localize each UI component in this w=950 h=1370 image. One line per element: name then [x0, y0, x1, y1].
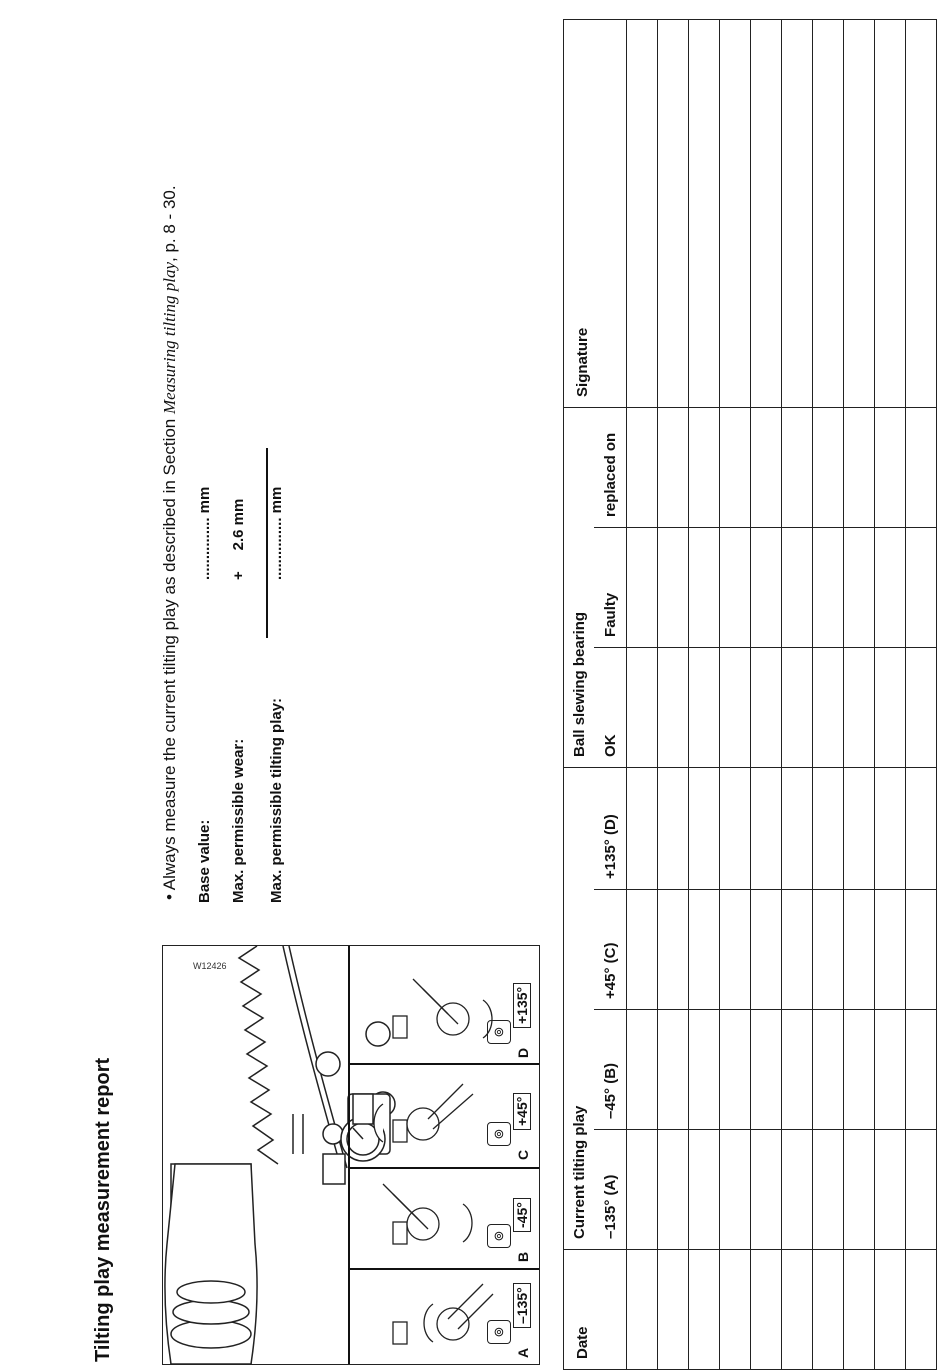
entry-cell[interactable] [813, 527, 844, 647]
entry-cell[interactable] [782, 647, 813, 767]
entry-cell[interactable] [906, 407, 937, 527]
position-letter: C [515, 1149, 531, 1160]
entry-cell[interactable] [658, 527, 689, 647]
entry-cell[interactable] [813, 1010, 844, 1130]
signature-header: Signature [564, 19, 627, 407]
entry-cell[interactable] [782, 1010, 813, 1130]
col-ok: OK [594, 647, 627, 767]
entry-cell[interactable] [658, 647, 689, 767]
entry-cell[interactable] [720, 1010, 751, 1130]
dial-gauge-icon: ⊚ [487, 1020, 511, 1044]
entry-cell[interactable] [813, 1250, 844, 1370]
col-faulty: Faulty [594, 527, 627, 647]
entry-cell[interactable] [844, 527, 875, 647]
col-replaced-on: replaced on [594, 407, 627, 527]
entry-cell[interactable] [720, 647, 751, 767]
entry-cell[interactable] [844, 1250, 875, 1370]
col-plus-135: +135° (D) [594, 767, 627, 889]
entry-cell[interactable] [875, 1010, 906, 1130]
entry-cell[interactable] [720, 767, 751, 889]
table-row [627, 19, 658, 1369]
spec-label-max-wear: Max. permissible wear: [230, 738, 247, 903]
tilting-play-illustration [162, 945, 540, 1365]
entry-cell[interactable] [627, 527, 658, 647]
position-B [485, 1176, 535, 1262]
entry-cell[interactable] [813, 19, 844, 407]
entry-cell[interactable] [844, 1010, 875, 1130]
instruction-section-link: Measuring tilting play [160, 261, 179, 415]
entry-cell[interactable] [906, 890, 937, 1010]
report-table [563, 19, 937, 1370]
entry-cell[interactable] [627, 647, 658, 767]
entry-cell[interactable] [720, 19, 751, 407]
entry-cell[interactable] [658, 767, 689, 889]
entry-cell[interactable] [720, 1130, 751, 1250]
entry-cell[interactable] [689, 767, 720, 889]
entry-cell[interactable] [658, 1130, 689, 1250]
entry-cell[interactable] [813, 767, 844, 889]
bullet: • [160, 894, 179, 900]
entry-cell[interactable] [906, 19, 937, 407]
entry-cell[interactable] [875, 527, 906, 647]
spec-label-max-play: Max. permissible tilting play: [268, 697, 285, 903]
spec-label-base: Base value: [196, 819, 213, 903]
entry-cell[interactable] [658, 407, 689, 527]
entry-cell[interactable] [813, 407, 844, 527]
entry-cell[interactable] [689, 890, 720, 1010]
entry-cell[interactable] [875, 19, 906, 407]
entry-cell[interactable] [689, 19, 720, 407]
entry-cell[interactable] [658, 1010, 689, 1130]
instruction-prefix: Always measure the current tilting play as described in Section [160, 414, 179, 891]
ball-slewing-bearing-header: Ball slewing bearing [564, 407, 595, 767]
position-letter: B [515, 1251, 531, 1262]
col-minus-45: –45° (B) [594, 1010, 627, 1130]
position-angle: -45° [513, 1198, 531, 1232]
position-A [485, 1272, 535, 1358]
dial-gauge-icon: ⊚ [487, 1122, 511, 1146]
entry-cell[interactable] [689, 647, 720, 767]
entry-cell[interactable] [689, 1130, 720, 1250]
entry-cell[interactable] [875, 407, 906, 527]
position-angle: +45° [513, 1093, 531, 1130]
position-angle: +135° [513, 983, 531, 1028]
position-angle: –135° [513, 1283, 531, 1328]
entry-cell[interactable] [627, 767, 658, 889]
entry-cell[interactable] [751, 890, 782, 1010]
entry-cell[interactable] [906, 647, 937, 767]
spec-value-base: ............... mm [196, 486, 213, 580]
instruction-text [160, 185, 180, 900]
current-tilting-play-header: Current tilting play [564, 767, 595, 1249]
entry-cell[interactable] [844, 407, 875, 527]
figure-id: W12426 [193, 961, 227, 971]
entry-cell[interactable] [720, 527, 751, 647]
entry-cell[interactable] [875, 1130, 906, 1250]
entry-cell[interactable] [844, 647, 875, 767]
spec-value-max-wear: + 2.6 mm [230, 498, 247, 580]
entry-cell[interactable] [751, 647, 782, 767]
entry-cell[interactable] [751, 1130, 782, 1250]
entry-cell[interactable] [689, 407, 720, 527]
entry-cell[interactable] [844, 19, 875, 407]
col-minus-135: –135° (A) [594, 1130, 627, 1250]
dial-gauge-icon: ⊚ [487, 1320, 511, 1344]
table-row [751, 19, 782, 1369]
entry-cell[interactable] [689, 1250, 720, 1370]
entry-cell[interactable] [751, 407, 782, 527]
entry-cell[interactable] [782, 1130, 813, 1250]
table-row [782, 19, 813, 1369]
entry-cell[interactable] [875, 890, 906, 1010]
date-header: Date [564, 1250, 627, 1370]
entry-cell[interactable] [813, 1130, 844, 1250]
dial-gauge-icon: ⊚ [487, 1224, 511, 1248]
entry-cell[interactable] [658, 1250, 689, 1370]
entry-cell[interactable] [720, 1250, 751, 1370]
position-letter: A [515, 1347, 531, 1358]
entry-cell[interactable] [875, 1250, 906, 1370]
entry-cell[interactable] [875, 767, 906, 889]
table-row [875, 19, 906, 1369]
entry-cell[interactable] [689, 1010, 720, 1130]
spec-value-max-play: ............... mm [268, 486, 285, 580]
entry-cell[interactable] [627, 19, 658, 407]
entry-cell[interactable] [720, 407, 751, 527]
table-row [813, 19, 844, 1369]
entry-cell[interactable] [875, 647, 906, 767]
entry-cell[interactable] [627, 890, 658, 1010]
entry-cell[interactable] [689, 527, 720, 647]
entry-cell[interactable] [906, 527, 937, 647]
entry-cell[interactable] [751, 767, 782, 889]
entry-cell[interactable] [627, 1010, 658, 1130]
entry-cell[interactable] [844, 767, 875, 889]
entry-cell[interactable] [782, 890, 813, 1010]
table-row [658, 19, 689, 1369]
entry-cell[interactable] [751, 1250, 782, 1370]
entry-cell[interactable] [906, 767, 937, 889]
instruction-suffix: , p. 8 - 30. [160, 185, 179, 262]
entry-cell[interactable] [782, 527, 813, 647]
entry-cell[interactable] [751, 19, 782, 407]
page-title: Tilting play measurement report [92, 1057, 114, 1362]
entry-cell[interactable] [844, 1130, 875, 1250]
table-body [627, 19, 937, 1369]
position-D [485, 958, 535, 1058]
entry-cell[interactable] [658, 19, 689, 407]
position-letter: D [515, 1047, 531, 1058]
entry-cell[interactable] [627, 1130, 658, 1250]
entry-cell[interactable] [782, 767, 813, 889]
position-C [485, 1074, 535, 1160]
entry-cell[interactable] [906, 1130, 937, 1250]
entry-cell[interactable] [658, 890, 689, 1010]
table-row [906, 19, 937, 1369]
col-plus-45: +45° (C) [594, 890, 627, 1010]
entry-cell[interactable] [844, 890, 875, 1010]
entry-cell[interactable] [782, 407, 813, 527]
dial-gauge-drawing [163, 945, 540, 1364]
entry-cell[interactable] [813, 890, 844, 1010]
entry-cell[interactable] [627, 1250, 658, 1370]
entry-cell[interactable] [906, 1250, 937, 1370]
entry-cell[interactable] [782, 19, 813, 407]
table-row [844, 19, 875, 1369]
table-row [720, 19, 751, 1369]
entry-cell[interactable] [751, 527, 782, 647]
entry-cell[interactable] [720, 890, 751, 1010]
entry-cell[interactable] [751, 1010, 782, 1130]
entry-cell[interactable] [627, 407, 658, 527]
entry-cell[interactable] [782, 1250, 813, 1370]
entry-cell[interactable] [906, 1010, 937, 1130]
entry-cell[interactable] [813, 647, 844, 767]
table-row [689, 19, 720, 1369]
